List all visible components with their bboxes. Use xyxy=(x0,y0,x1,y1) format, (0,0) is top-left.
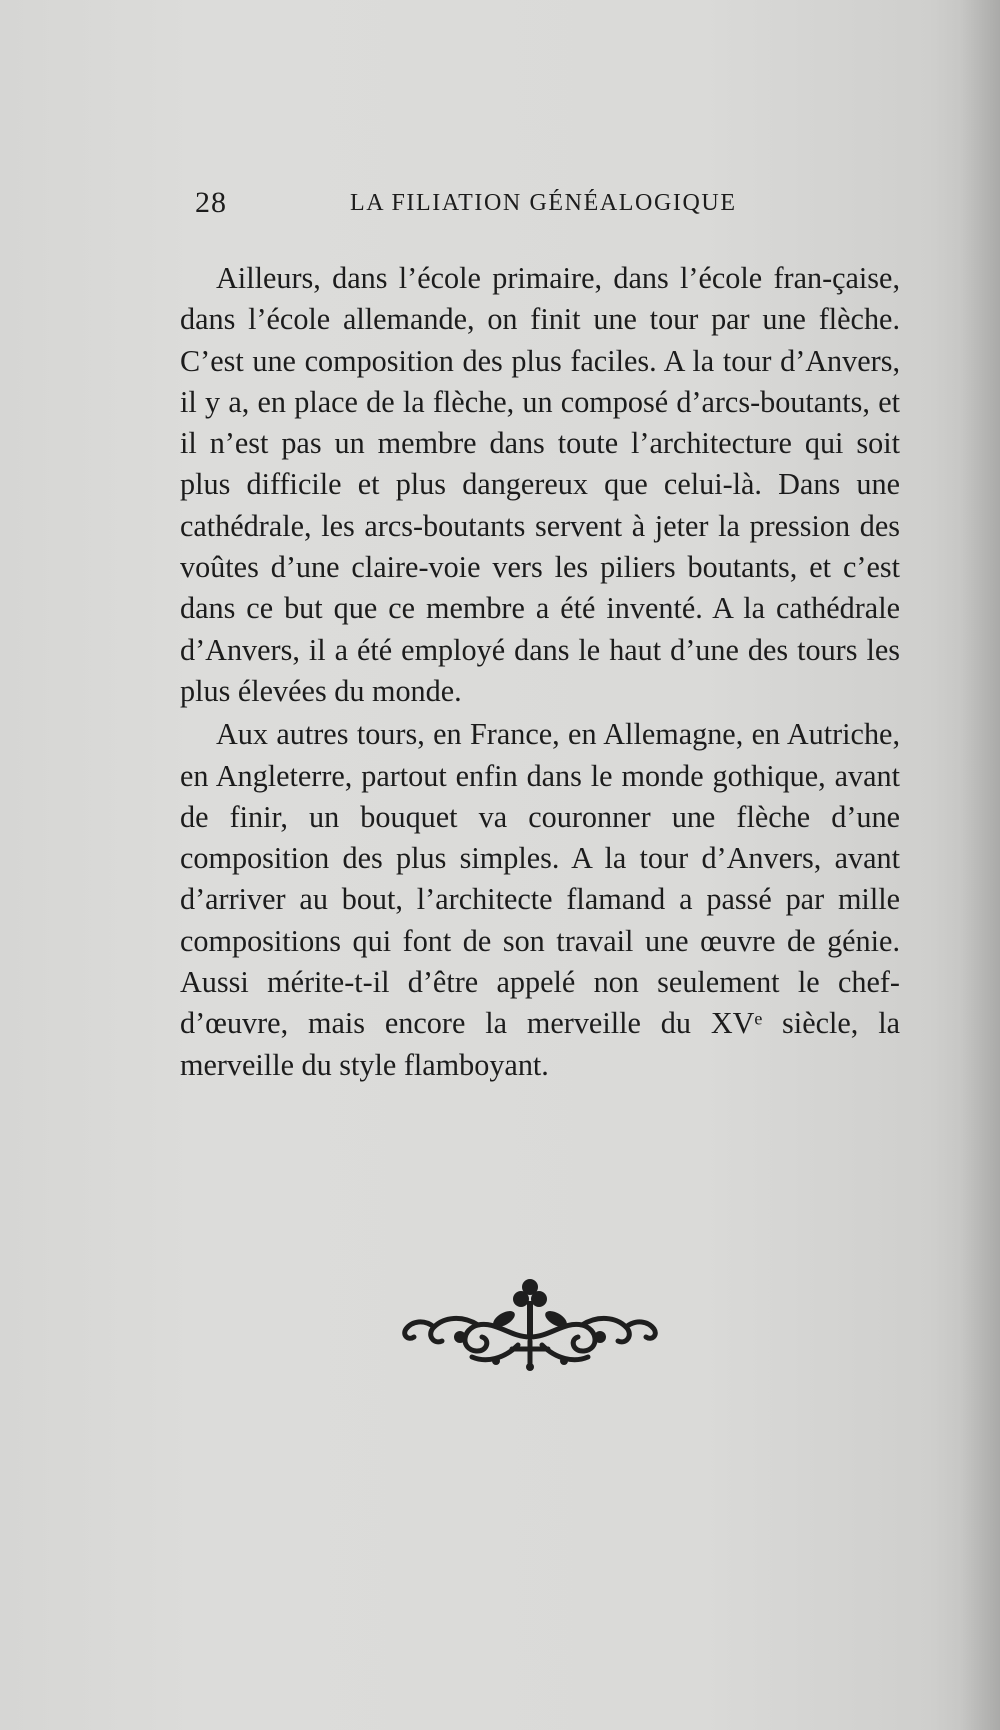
page-number: 28 xyxy=(195,186,227,219)
paragraph: Aux autres tours, en France, en Allemagne, en Autriche, en Angleterre, partout enfin dans le monde gothique, avant de finir, un bouquet va couronner une flèche d’une composition des plus simples. A la tour d’Anvers, avant d’arriver au bout, l’architecte flamand a passé par mille compositions qui font de son travail une œuvre de génie. Aussi mérite-t-il d’être appelé non seulement le chef-d’œuvre, mais encore la merveille du XVᵉ siècle, la merveille du style flamboyant. xyxy=(180,717,900,1082)
fleuron-ornament-icon xyxy=(400,1275,660,1371)
page-edge-shadow xyxy=(960,0,1000,1730)
paragraph: Ailleurs, dans l’école primaire, dans l’école fran-çaise, dans l’école allemande, on finit une tour par une flèche. C’est une composition des plus faciles. A la tour d’Anvers, il y a, en place de la flèche, un composé d’arcs-boutants, et il n’est pas un membre dans toute l’architecture qui soit plus difficile et plus dangereux que celui-là. Dans une cathédrale, les arcs-boutants servent à jeter la pression des voûtes d’une claire-voie vers les piliers boutants, et c’est dans ce but que ce membre a été inventé. A la cathédrale d’Anvers, il a été employé dans le haut d’une des tours les plus élevées du monde. xyxy=(180,261,900,708)
running-title: LA FILIATION GÉNÉALOGIQUE xyxy=(350,190,737,216)
body-text xyxy=(180,258,900,1088)
page-header xyxy=(195,186,755,226)
